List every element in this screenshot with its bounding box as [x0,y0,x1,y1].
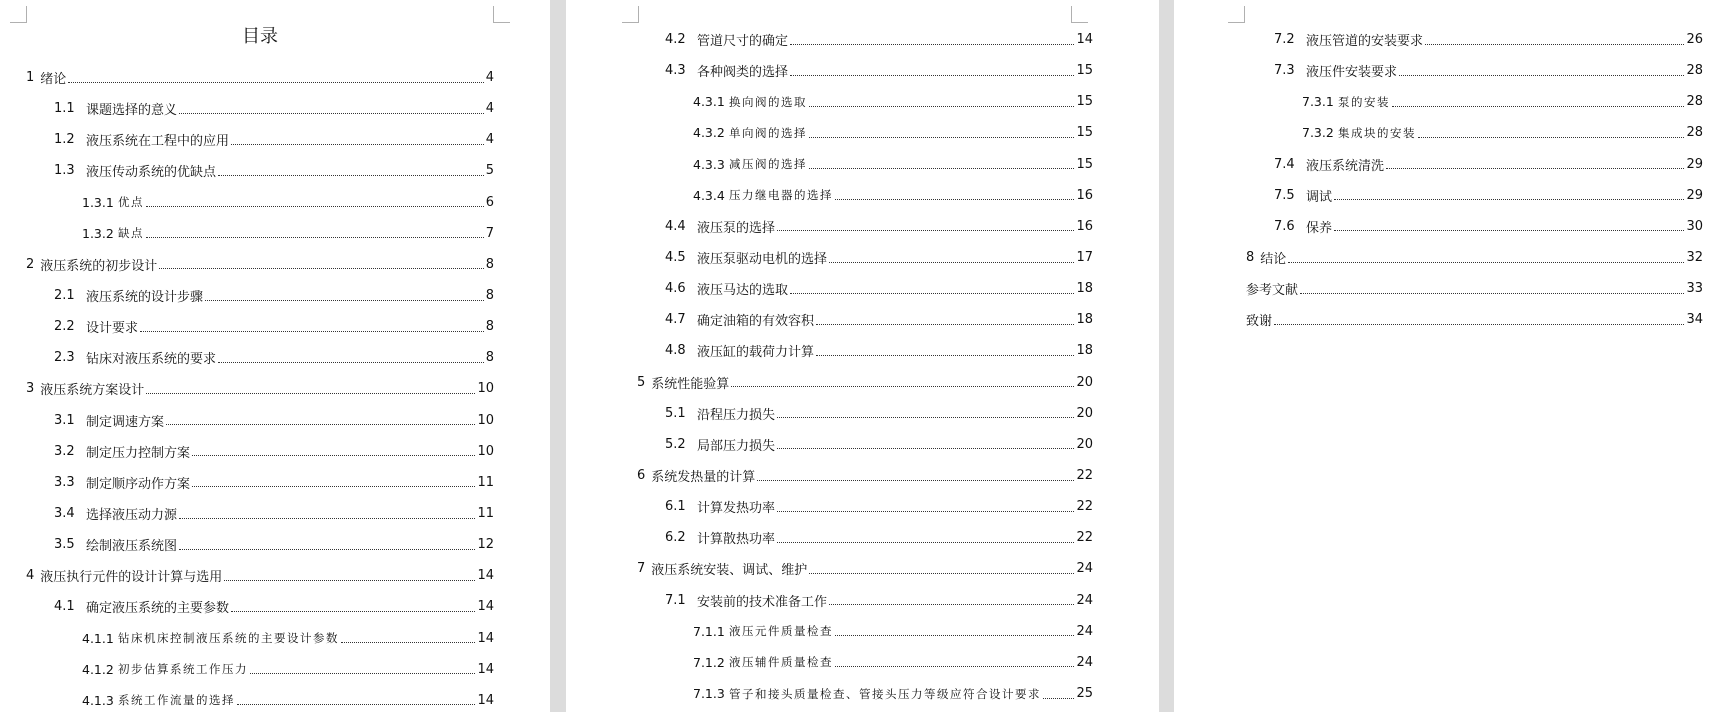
toc-entry-text: 选择液压动力源 [86,508,178,524]
toc-entry-page-number: 11 [477,506,494,522]
toc-entry[interactable] [1246,273,1703,304]
toc-entry[interactable] [26,436,494,467]
toc-entry[interactable] [637,585,1093,616]
toc-entry-page-number: 16 [1076,218,1093,234]
toc-entry[interactable] [1246,86,1703,117]
dot-leader [809,572,1074,574]
toc-entry-number: 2.1 [54,288,75,304]
toc-entry-page-number: 29 [1686,156,1703,172]
toc-entry-text: 致谢 [1246,314,1273,330]
toc-entry-number: 1.1 [54,101,75,117]
toc-entry-page-number: 15 [1076,125,1093,141]
document-page-3 [1174,0,1733,712]
toc-entry-text: 液压系统安装、调试、维护 [651,563,808,579]
toc-entry[interactable] [637,242,1093,273]
dot-leader [816,354,1074,356]
toc-entry-number: 3 [26,381,35,397]
toc-entry[interactable] [637,180,1093,211]
toc-entry-page-number: 33 [1686,281,1703,297]
toc-entry-number: 4 [26,568,35,584]
toc-entry[interactable] [637,149,1093,180]
toc-entry-page-number: 17 [1076,250,1093,266]
page-corner-mark [493,6,510,23]
toc-entry-text: 计算发热功率 [697,501,776,517]
toc-entry-text: 液压元件质量检查 [729,624,833,639]
toc-entry-number: 7.5 [1274,187,1295,203]
dot-leader [816,323,1074,325]
toc-entry-page-number: 4 [485,132,494,148]
toc-entry[interactable] [637,55,1093,86]
toc-entry-number: 1.3.1 [82,194,114,210]
toc-entry-number: 2.2 [54,319,75,335]
toc-entry[interactable] [26,498,494,529]
dot-leader [790,74,1074,76]
dot-leader [777,416,1074,418]
toc-entry-number: 4.3.4 [693,187,725,203]
toc-entry-page-number: 29 [1686,187,1703,203]
dot-leader [835,665,1074,667]
toc-entry-page-number: 14 [477,661,494,677]
toc-entry-number: 3.5 [54,537,75,553]
toc-entry[interactable] [26,591,494,622]
toc-entry[interactable] [637,273,1093,304]
dot-leader [250,672,475,674]
toc-entry[interactable] [26,373,494,404]
toc-entry-text: 钻床对液压系统的要求 [86,352,217,368]
toc-entry-number: 4.2 [665,32,686,48]
toc-entry-number: 4.1.2 [82,661,114,677]
toc-entry-number: 7.1.1 [693,623,725,639]
dot-leader [159,267,483,269]
toc-entry-number: 5 [637,374,646,390]
toc-entry-text: 参考文献 [1246,283,1299,299]
toc-entry-number: 7.1 [665,592,686,608]
toc-entry-page-number: 18 [1076,312,1093,328]
toc-entry-text: 液压传动系统的优缺点 [86,165,217,181]
toc-entry-text: 确定液压系统的主要参数 [86,601,230,617]
toc-entry-number: 3.2 [54,443,75,459]
toc-entry-page-number: 15 [1076,63,1093,79]
toc-entry[interactable] [26,405,494,436]
dot-leader [1274,323,1684,325]
toc-entry-text: 系统发热量的计算 [651,470,756,486]
toc-entry-number: 5.2 [665,436,686,452]
toc-entry-page-number: 28 [1686,94,1703,110]
toc-entry[interactable] [26,155,494,186]
toc-entry-page-number: 18 [1076,281,1093,297]
toc-entry[interactable] [637,429,1093,460]
toc-entry-number: 4.3.2 [693,125,725,141]
toc-entry[interactable] [637,491,1093,522]
dot-leader [757,479,1074,481]
toc-entry-page-number: 14 [1076,32,1093,48]
toc-entry-number: 7.3.2 [1302,125,1334,141]
page-corner-mark [622,6,639,23]
dot-leader [237,703,475,705]
toc-entry-text: 制定顺序动作方案 [86,476,191,492]
dot-leader [179,517,475,519]
dot-leader [1392,105,1684,107]
toc-entry-number: 1 [26,70,35,86]
dot-leader [146,205,484,207]
toc-entry-text: 缺点 [118,226,144,241]
toc-entry-page-number: 8 [485,319,494,335]
toc-entry-page-number: 20 [1076,436,1093,452]
toc-entry-text: 系统性能验算 [651,376,730,392]
toc-entry[interactable] [637,117,1093,148]
toc-entry-text: 液压马达的选取 [697,283,789,299]
toc-entry-number: 4.1.3 [82,692,114,708]
dot-leader [1334,229,1684,231]
toc-entry-page-number: 16 [1076,187,1093,203]
toc-entry-page-number: 24 [1076,561,1093,577]
toc-entry-text: 沿程压力损失 [697,407,776,423]
toc-entry-text: 调试 [1306,189,1333,205]
toc-entry-number: 1.3.2 [82,225,114,241]
toc-entry-text: 液压系统的设计步骤 [86,290,204,306]
toc-entry-page-number: 14 [477,599,494,615]
toc-entry-text: 确定油箱的有效容积 [697,314,815,330]
toc-entry-text: 安装前的技术准备工作 [697,594,828,610]
dot-leader [790,292,1074,294]
toc-entry-text: 钻床机床控制液压系统的主要设计参数 [118,631,339,646]
dot-leader [777,229,1074,231]
dot-leader [1386,167,1684,169]
dot-leader [231,143,484,145]
toc-entry-page-number: 14 [477,692,494,708]
toc-entry[interactable] [26,311,494,342]
dot-leader [205,299,484,301]
toc-entry-number: 3.1 [54,412,75,428]
toc-entry-number: 4.3.1 [693,94,725,110]
toc-entry-page-number: 18 [1076,343,1093,359]
toc-entry-page-number: 10 [477,412,494,428]
dot-leader [1300,292,1684,294]
toc-entry[interactable] [26,93,494,124]
toc-entry[interactable] [637,335,1093,366]
toc-entry-number: 7 [637,561,646,577]
toc-entry-page-number: 7 [485,225,494,241]
dot-leader [341,641,475,643]
toc-entry-number: 7.1.3 [693,686,725,702]
toc-entry-page-number: 8 [485,256,494,272]
dot-leader [1425,43,1684,45]
toc-entry-text: 压力继电器的选择 [729,188,833,203]
dot-leader [790,43,1074,45]
toc-entry-number: 6.1 [665,499,686,515]
toc-entry-page-number: 20 [1076,374,1093,390]
toc-entry-number: 6 [637,468,646,484]
dot-leader [777,510,1074,512]
toc-entry[interactable] [1246,242,1703,273]
dot-leader [829,261,1074,263]
toc-entry-text: 液压缸的载荷力计算 [697,345,815,361]
toc-entry-number: 2 [26,256,35,272]
toc-entry-text: 设计要求 [86,321,139,337]
dot-leader [809,105,1074,107]
toc-entry-page-number: 8 [485,288,494,304]
toc-entry-page-number: 25 [1076,686,1093,702]
toc-entry-page-number: 22 [1076,499,1093,515]
toc-entry-text: 单向阀的选择 [729,125,807,140]
toc-entry[interactable] [637,553,1093,584]
toc-entry-page-number: 24 [1076,654,1093,670]
toc-entry-number: 4.1.1 [82,630,114,646]
dot-leader [809,136,1074,138]
dot-leader [224,579,475,581]
toc-entry-page-number: 15 [1076,94,1093,110]
toc-entry-number: 4.4 [665,218,686,234]
toc-entry[interactable] [637,460,1093,491]
toc-entry[interactable] [26,187,494,218]
toc-entry[interactable] [1246,117,1703,148]
toc-entry-text: 计算散热功率 [697,532,776,548]
toc-entry-number: 8 [1246,250,1255,266]
toc-entry-number: 7.2 [1274,32,1295,48]
toc-entry-page-number: 34 [1686,312,1703,328]
toc-entry-page-number: 28 [1686,125,1703,141]
toc-entry-page-number: 10 [477,443,494,459]
toc-entry-text: 泵的安装 [1338,94,1390,109]
dot-leader [1399,74,1684,76]
toc-entry-page-number: 22 [1076,468,1093,484]
toc-list-page-1 [26,62,494,712]
dot-leader [166,423,475,425]
toc-entry[interactable] [637,522,1093,553]
toc-entry-number: 4.7 [665,312,686,328]
toc-entry-text: 液压泵的选择 [697,220,776,236]
toc-title: 目录 [242,26,278,47]
dot-leader [231,610,475,612]
toc-entry-number: 3.3 [54,474,75,490]
toc-entry-text: 系统工作流量的选择 [118,693,235,708]
toc-entry-page-number: 15 [1076,156,1093,172]
toc-entry-page-number: 14 [477,568,494,584]
toc-entry-text: 液压执行元件的设计计算与选用 [40,570,223,586]
toc-entry[interactable] [637,304,1093,335]
dot-leader [218,174,484,176]
toc-entry-page-number: 26 [1686,32,1703,48]
dot-leader [179,112,484,114]
dot-leader [146,392,475,394]
toc-entry-number: 4.3.3 [693,156,725,172]
dot-leader [146,236,484,238]
toc-entry-text: 优点 [118,195,144,210]
toc-entry-number: 2.3 [54,350,75,366]
toc-entry-text: 绪论 [40,72,67,88]
toc-entry[interactable] [637,678,1093,709]
toc-entry-page-number: 8 [485,350,494,366]
toc-entry-page-number: 6 [485,194,494,210]
toc-entry[interactable] [26,218,494,249]
toc-entry-text: 管道尺寸的确定 [697,34,789,50]
dot-leader [777,447,1074,449]
toc-entry[interactable] [26,249,494,280]
toc-entry-page-number: 32 [1686,250,1703,266]
toc-entry-number: 3.4 [54,506,75,522]
toc-entry[interactable] [637,24,1093,55]
toc-entry-text: 液压件安装要求 [1306,65,1398,81]
toc-entry[interactable] [26,654,494,685]
dot-leader [1418,136,1684,138]
toc-entry-number: 7.6 [1274,218,1295,234]
toc-entry[interactable] [1246,149,1703,180]
toc-list-page-2 [637,24,1093,709]
toc-entry-text: 制定调速方案 [86,414,165,430]
toc-entry-text: 制定压力控制方案 [86,445,191,461]
toc-entry-page-number: 24 [1076,592,1093,608]
dot-leader [179,548,475,550]
toc-entry-page-number: 10 [477,381,494,397]
toc-entry[interactable] [1246,24,1703,55]
toc-entry[interactable] [637,86,1093,117]
toc-entry-number: 4.8 [665,343,686,359]
toc-entry-text: 液压系统在工程中的应用 [86,134,230,150]
dot-leader [809,167,1074,169]
toc-entry[interactable] [1246,180,1703,211]
toc-entry-number: 6.2 [665,530,686,546]
toc-entry[interactable] [1246,55,1703,86]
toc-entry-text: 课题选择的意义 [86,103,178,119]
toc-entry[interactable] [1246,211,1703,242]
toc-entry[interactable] [637,211,1093,242]
toc-entry-number: 4.6 [665,281,686,297]
toc-entry-number: 7.3 [1274,63,1295,79]
toc-entry-number: 4.3 [665,63,686,79]
toc-entry-text: 液压管道的安装要求 [1306,34,1424,50]
toc-entry-text: 保养 [1306,220,1333,236]
toc-entry-page-number: 4 [485,70,494,86]
dot-leader [835,634,1074,636]
dot-leader [777,541,1074,543]
toc-entry-number: 4.5 [665,250,686,266]
toc-entry[interactable] [26,623,494,654]
toc-entry[interactable] [26,124,494,155]
toc-entry[interactable] [26,560,494,591]
toc-entry-text: 液压系统方案设计 [40,383,145,399]
toc-entry-page-number: 14 [477,630,494,646]
toc-entry-text: 结论 [1260,252,1287,268]
toc-entry-text: 减压阀的选择 [729,157,807,172]
toc-entry-page-number: 30 [1686,218,1703,234]
toc-entry-text: 初步估算系统工作压力 [118,662,248,677]
toc-entry-number: 7.3.1 [1302,94,1334,110]
toc-entry-text: 换向阀的选取 [729,94,807,109]
dot-leader [1043,697,1074,699]
toc-entry[interactable] [26,529,494,560]
toc-entry-page-number: 5 [485,163,494,179]
toc-entry[interactable] [637,647,1093,678]
toc-entry-text: 管子和接头质量检查、管接头压力等级应符合设计要求 [729,686,1041,701]
toc-entry-number: 7.4 [1274,156,1295,172]
toc-entry-number: 1.2 [54,132,75,148]
dot-leader [192,485,475,487]
toc-list-page-3 [1246,24,1703,335]
page-corner-mark [10,6,27,23]
page-corner-mark [1071,6,1088,23]
toc-entry[interactable] [26,62,494,93]
toc-entry[interactable] [26,467,494,498]
toc-entry-page-number: 22 [1076,530,1093,546]
dot-leader [1334,198,1684,200]
toc-entry[interactable] [26,685,494,712]
toc-entry[interactable] [26,280,494,311]
dot-leader [218,361,484,363]
toc-entry-text: 局部压力损失 [697,438,776,454]
toc-entry-number: 1.3 [54,163,75,179]
toc-entry-text: 液压泵驱动电机的选择 [697,252,828,268]
dot-leader [192,454,475,456]
dot-leader [835,198,1074,200]
dot-leader [1288,261,1684,263]
toc-entry-page-number: 20 [1076,405,1093,421]
dot-leader [829,603,1074,605]
toc-entry-text: 液压系统的初步设计 [40,258,158,274]
toc-entry-page-number: 28 [1686,63,1703,79]
toc-entry-page-number: 12 [477,537,494,553]
toc-entry[interactable] [26,342,494,373]
toc-entry-number: 5.1 [665,405,686,421]
toc-entry-page-number: 4 [485,101,494,117]
toc-entry[interactable] [637,398,1093,429]
page-corner-mark [1228,6,1245,23]
toc-entry-text: 液压系统清洗 [1306,158,1385,174]
toc-entry[interactable] [1246,304,1703,335]
dot-leader [731,385,1074,387]
toc-entry[interactable] [637,367,1093,398]
document-page-1 [0,0,550,712]
dot-leader [140,330,484,332]
toc-entry-page-number: 24 [1076,623,1093,639]
toc-entry-text: 集成块的安装 [1338,125,1416,140]
document-page-2 [566,0,1159,712]
toc-entry-text: 各种阀类的选择 [697,65,789,81]
toc-entry-page-number: 11 [477,474,494,490]
toc-entry-text: 液压辅件质量检查 [729,655,833,670]
toc-entry-number: 4.1 [54,599,75,615]
dot-leader [68,81,483,83]
toc-entry-text: 绘制液压系统图 [86,539,178,555]
toc-entry-number: 7.1.2 [693,654,725,670]
toc-entry[interactable] [637,616,1093,647]
